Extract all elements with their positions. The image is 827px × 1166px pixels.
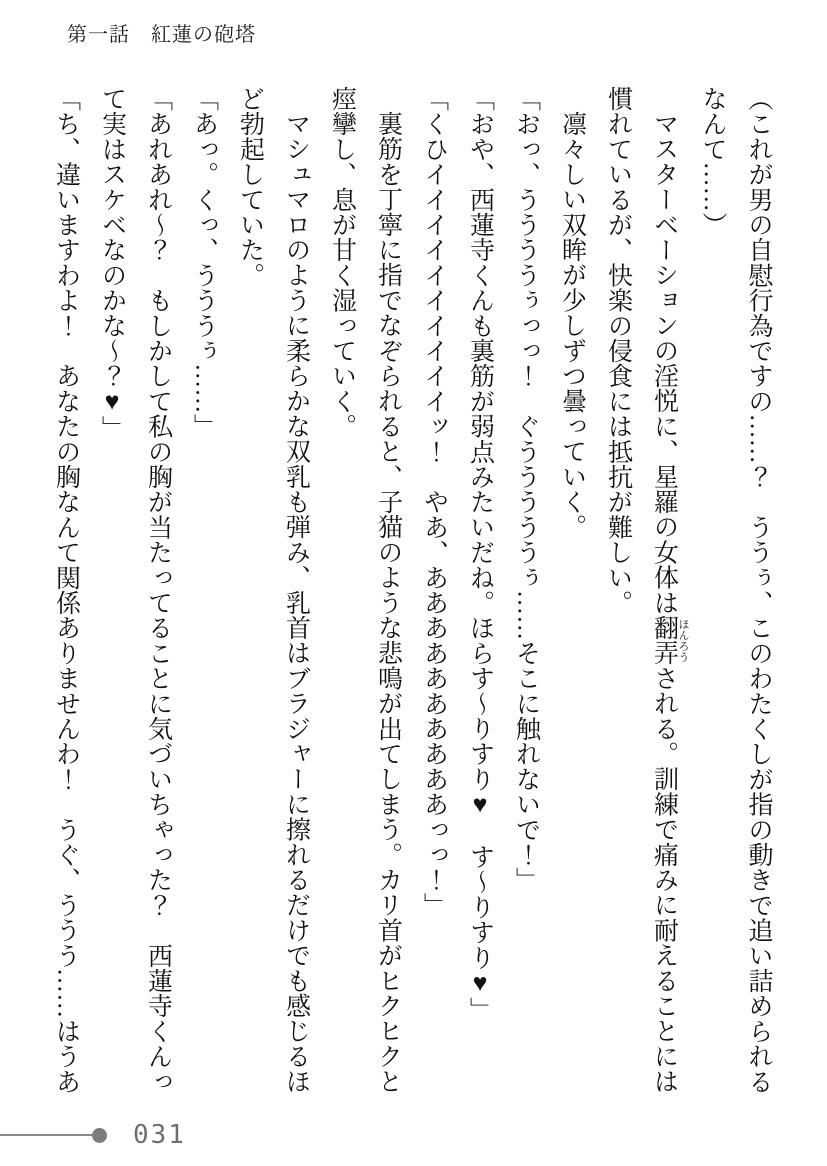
paragraph: 「おっ、ううううぅっっ！ ぐうううううぅ……そこに触れないで！」 bbox=[512, 86, 540, 893]
paragraph: 「おや、西蓮寺くんも裏筋が弱点みたいだね。ほらす～りすり♥ す～りすり♥」 bbox=[466, 86, 494, 1023]
ruby-annotated-word: 翻弄 ほんろう bbox=[650, 615, 689, 666]
footer-dot-icon bbox=[92, 1128, 107, 1143]
chapter-header: 第一話 紅蓮の砲塔 bbox=[67, 24, 256, 46]
paragraph: （これが男の自慰行為ですの……？ ううぅ、このわたくしが指の動きで追い詰められるなんて……） bbox=[699, 86, 772, 1094]
body-text bbox=[43, 86, 782, 1098]
paragraph: 凛々しい双眸が少しずつ曇っていく。 bbox=[558, 111, 586, 540]
paragraph: 「あっ。くっ、うううぅ……」 bbox=[190, 86, 218, 439]
paragraph: 「ち、違いますわよ！ あなたの胸なんて関係ありませんわ！ うぐ、ううう……はうあ bbox=[52, 86, 80, 1094]
footer-rule bbox=[0, 1134, 94, 1136]
paragraph: 「あれあれ～？ もしかして私の胸が当たってることに気づいちゃった？ 西蓮寺くんって実はスケベなのかな～？♥」 bbox=[98, 86, 172, 1094]
paragraph: 裏筋を丁寧に指でなぞられると、子猫のような悲鳴が出てしまう。カリ首がヒクヒクと痙攣し、息が甘く湿っていく。 bbox=[328, 86, 402, 1094]
paragraph: 「くひイイイイイイイイイイッ！ やあ、ああああああああああっっ！」 bbox=[420, 86, 448, 918]
paragraph: マシュマロのように柔らかな双乳も弾み、乳首はブラジャーに擦れるだけでも感じるほど勃起していた。 bbox=[236, 86, 310, 1094]
page-footer bbox=[0, 1120, 186, 1150]
page-number: 031 bbox=[133, 1120, 186, 1150]
paragraph: マスターベーションの淫悦に、星羅の女体は翻弄 ほんろうされる。訓練で痛みに耐えることには慣れているが、快楽の侵食には抵抗が難しい。 bbox=[604, 86, 689, 1094]
